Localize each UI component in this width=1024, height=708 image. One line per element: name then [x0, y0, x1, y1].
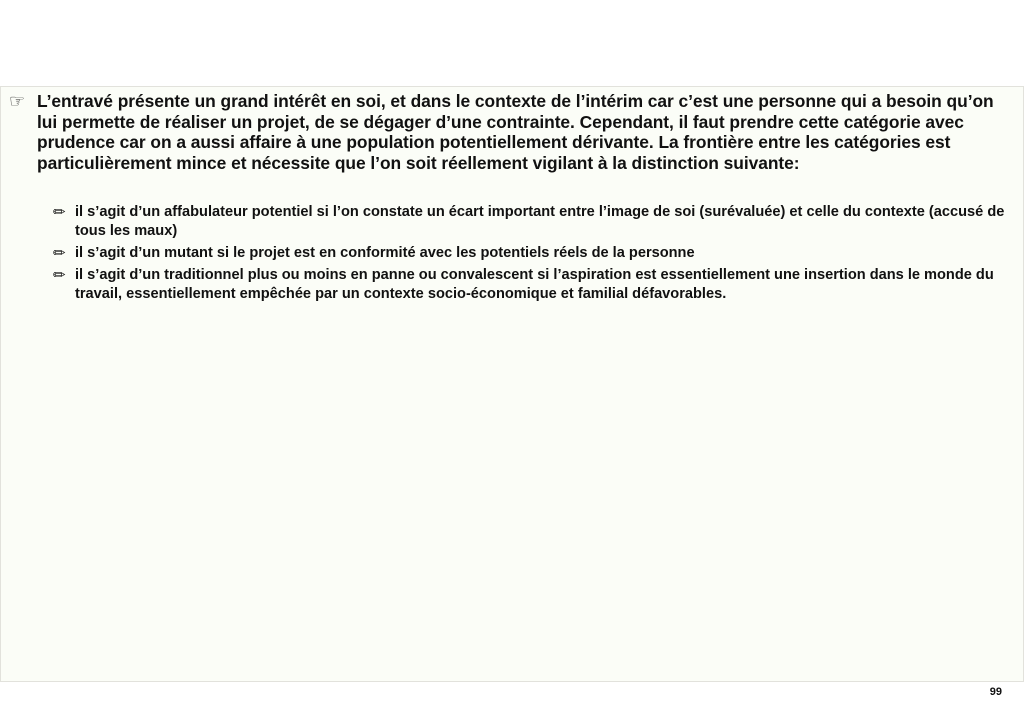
pointing-hand-icon: ☞ [9, 91, 26, 111]
sub-bullet-text: il s’agit d’un mutant si le projet est en conformité avec les potentiels réels de la personne [75, 245, 695, 261]
sub-bullet-item [53, 266, 1013, 304]
main-bullet-text: L’entravé présente un grand intérêt en soi, et dans le contexte de l’intérim car c’est une personne qui a besoin qu’on lui permette de réaliser un projet, de se dégager d’une contrainte. Cependant, il faut prendre cette catégorie avec prudence car on a aussi affaire à une population potentiellement dérivante. La frontière entre les catégories est particulièrement mince et nécessite que l’on soit réellement vigilant à la distinction suivante: [37, 91, 994, 173]
main-bullet-item [9, 91, 1011, 173]
sub-bullet-item [53, 244, 1013, 263]
pencil-icon: ✏ [53, 204, 66, 221]
slide-content-area [0, 86, 1024, 682]
sub-bullet-text: il s’agit d’un affabulateur potentiel si l’on constate un écart important entre l’image de soi (surévaluée) et celle du contexte (accusé de tous les maux) [75, 204, 1005, 239]
sub-bullet-list [53, 203, 1013, 307]
pencil-icon: ✏ [53, 267, 66, 284]
sub-bullet-item [53, 203, 1013, 241]
pencil-icon: ✏ [53, 245, 66, 262]
page-number: 99 [989, 686, 1002, 698]
sub-bullet-text: il s’agit d’un traditionnel plus ou moins en panne ou convalescent si l’aspiration est essentiellement une insertion dans le monde du travail, essentiellement empêchée par un contexte socio-économique et familial défavorables. [75, 267, 994, 302]
